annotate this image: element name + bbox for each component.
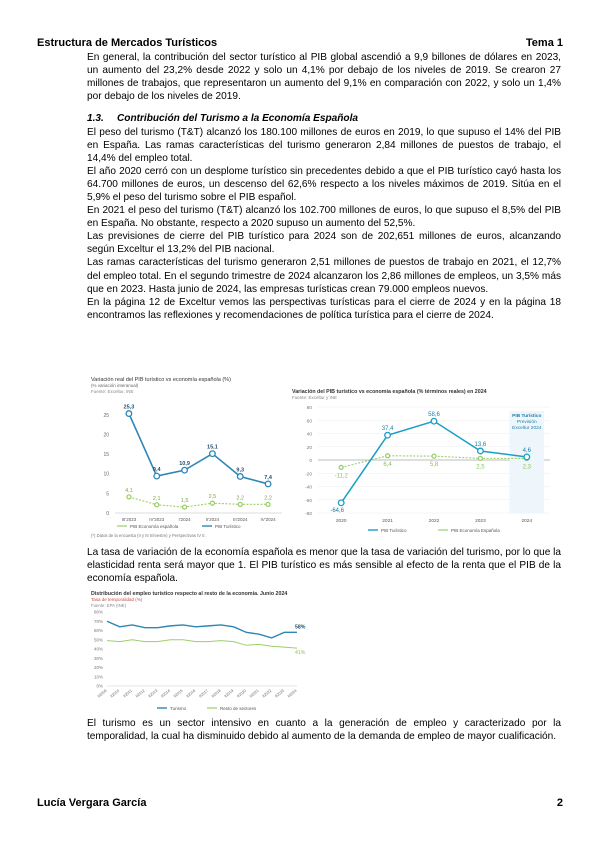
- paragraph: Las ramas características del turismo generaron 2,51 millones de puestos de trabajo en 2021, el 12,7% del empleo total. En el segundo trimestre de 2024 alcanzaron los 2,86 millones de empleos, un 3,5% más que en 2023. Hasta junio de 2024, las empresas turísticas crean 79.000 empleos nuevos.: [87, 257, 561, 295]
- chart-source: Fuente: EPA (INE): [91, 603, 127, 608]
- data-point: [183, 505, 187, 509]
- annual-gdp-chart: [288, 385, 563, 535]
- data-label: 2,5: [208, 494, 217, 501]
- legend-label: PIB Turístico: [381, 528, 407, 533]
- y-tick-label: 15: [103, 452, 109, 459]
- end-label: 41%: [295, 650, 306, 657]
- data-point: [432, 454, 436, 458]
- x-tick-label: III'2024: [232, 517, 248, 522]
- section-body: [87, 126, 561, 322]
- y-tick-label: -60: [305, 498, 312, 504]
- data-point: [265, 481, 271, 487]
- forecast-annotation: PIB Turístico: [512, 414, 542, 419]
- data-label: 15,1: [207, 444, 218, 451]
- y-tick-label: 0%: [96, 683, 103, 689]
- data-point: [155, 503, 159, 507]
- x-tick-label: I'2024: [178, 517, 191, 522]
- x-tick-label: 2023: [475, 519, 486, 524]
- x-tick-label: II2013: [147, 688, 159, 699]
- x-tick-label: II2018: [210, 688, 222, 699]
- data-label: 2,1: [152, 495, 161, 502]
- data-point: [478, 448, 484, 454]
- y-tick-label: 20: [103, 432, 109, 439]
- y-tick-label: 10%: [93, 674, 103, 680]
- data-label: 25,3: [123, 404, 135, 411]
- series-line: [107, 621, 297, 638]
- y-tick-label: 80: [306, 406, 312, 411]
- data-point: [338, 500, 344, 506]
- paragraph: El peso del turismo (T&T) alcanzó los 180.100 millones de euros en 2019, lo que supuso el 14% del PIB en España. Las ramas características del turismo generaron 2,84 millones de puestos de trabajo, el 14,4% del empleo total.: [87, 127, 561, 165]
- data-label: 2,3: [522, 464, 531, 471]
- data-label: 5,8: [429, 462, 439, 469]
- legend-label: PIB Economía española: [130, 524, 179, 529]
- data-label: 58,6: [428, 412, 440, 419]
- x-tick-label: II2021: [248, 688, 260, 699]
- data-label: 9,3: [236, 467, 245, 474]
- elasticity-text: La tasa de variación de la economía española es menor que la tasa de variación del turismo, por lo que la elasticidad renta será mayor que 1. El PIB turístico es más sensible al efecto de la renta que el PIB de la economía española.: [87, 547, 561, 585]
- x-tick-label: II2023: [274, 688, 285, 699]
- y-tick-label: 0: [309, 459, 312, 464]
- data-label: -64,6: [330, 507, 345, 514]
- employment-chart: [87, 588, 307, 713]
- chart-subtitle: (% variación interanual): [91, 383, 139, 388]
- y-tick-label: 5: [106, 491, 109, 498]
- series-line: [129, 497, 268, 507]
- closing-paragraph: [87, 717, 561, 743]
- data-point: [478, 456, 482, 460]
- y-tick-label: 30%: [93, 655, 103, 661]
- data-point: [127, 495, 131, 499]
- data-label: 1,5: [180, 498, 189, 505]
- forecast-annotation: Previsión: [516, 420, 537, 425]
- y-tick-label: -20: [305, 472, 312, 478]
- x-tick-label: II2011: [122, 688, 133, 699]
- chart-title: Variación del PIB turístico vs economía española (% términos reales) en 2024: [292, 389, 487, 395]
- y-tick-label: 60: [306, 419, 312, 425]
- data-label: 4,6: [522, 447, 531, 454]
- data-point: [182, 467, 188, 473]
- legend-label: Resto de sectores: [220, 706, 257, 711]
- y-tick-label: 50%: [93, 637, 103, 643]
- data-label: 2,2: [264, 495, 272, 502]
- page-footer: [37, 797, 563, 811]
- y-tick-label: 10: [103, 471, 109, 478]
- data-label: 2,2: [236, 495, 245, 502]
- y-tick-label: 0: [106, 511, 109, 517]
- x-tick-label: II2014: [160, 688, 171, 699]
- data-point: [238, 502, 242, 506]
- chart-source: Fuente: Exceltur, INE: [91, 389, 134, 394]
- x-tick-label: 2021: [382, 519, 393, 524]
- x-tick-label: IV'2023: [149, 517, 165, 522]
- x-tick-label: 2020: [335, 519, 347, 524]
- data-point: [431, 418, 437, 424]
- data-point: [386, 454, 390, 458]
- chart-title: Distribución del empleo turístico respecto al resto de la economía. Junio 2024: [91, 591, 288, 597]
- legend-label: Turismo: [170, 706, 187, 711]
- y-tick-label: 40%: [93, 646, 103, 652]
- x-tick-label: II2009: [96, 688, 108, 699]
- section-title: Contribución del Turismo a la Economía Española: [117, 113, 358, 124]
- data-point: [385, 432, 391, 438]
- forecast-annotation: Exceltur 2024: [512, 426, 542, 431]
- y-tick-label: -80: [305, 512, 312, 517]
- x-tick-label: II'2024: [205, 517, 220, 522]
- data-label: 6,4: [383, 461, 392, 468]
- section-number: 1.3.: [87, 113, 104, 124]
- paragraph: En 2021 el peso del turismo (T&T) alcanzó los 102.700 millones de euros, lo que supuso el 8,5% del PIB en España. No obstante, respecto a 2020 supuso un aumento del 52,5%.: [87, 205, 561, 230]
- data-point: [154, 473, 160, 479]
- data-label: 9,4: [152, 467, 161, 474]
- y-tick-label: -40: [305, 485, 312, 491]
- y-tick-label: 25: [103, 412, 109, 419]
- chart-note: (*) Datos de la encuesta (II y III trimestre) y Perspectivas IV tr.: [91, 533, 206, 538]
- data-label: 10,9: [179, 461, 190, 468]
- x-tick-label: III'2023: [121, 517, 137, 522]
- intro-paragraph: [87, 51, 561, 103]
- x-tick-label: II2020: [236, 688, 247, 699]
- legend-label: PIB Economía Española: [451, 528, 500, 533]
- elasticity-paragraph: [87, 546, 561, 585]
- footer-author: Lucía Vergara García: [37, 797, 147, 809]
- page-number: 2: [556, 797, 563, 809]
- x-tick-label: 2022: [428, 519, 440, 524]
- data-label: 37,4: [381, 426, 394, 433]
- y-tick-label: 20: [306, 445, 312, 451]
- data-label: -11,2: [334, 473, 348, 480]
- x-tick-label: II2019: [223, 688, 235, 699]
- data-label: 2,5: [476, 464, 485, 471]
- chart-source: Fuente: Exceltur y INE: [292, 395, 338, 400]
- closing-text: El turismo es un sector intensivo en cuanto a la generación de empleo y caracterizado por la temporalidad, la cual ha disminuido debido al aumento de la demanda de empleo de mayor cualificación.: [87, 718, 561, 743]
- data-point: [210, 501, 214, 505]
- series-line: [107, 640, 297, 648]
- end-label: 58%: [295, 624, 306, 631]
- y-tick-label: 20%: [93, 665, 103, 670]
- paragraph: El año 2020 cerró con un desplome turístico sin precedentes debido a que el PIB turístico cayó hasta los 64.700 millones de euros, un descenso del 62,6% respecto a los niveles máximos de 2019. Sitúa en el 5,9% el peso del turismo sobre el PIB español.: [87, 166, 561, 204]
- y-tick-label: 60%: [93, 628, 103, 633]
- y-tick-label: 80%: [93, 609, 103, 615]
- header-topic: Tema 1: [525, 37, 563, 49]
- x-tick-label: II2017: [198, 688, 209, 699]
- data-point: [339, 465, 343, 469]
- data-point: [237, 474, 243, 480]
- paragraph: Las previsiones de cierre del PIB turístico para 2024 son de 202,651 millones de euros, alcanzando según Exceltur el 13,2% del PIB nacional.: [87, 231, 561, 256]
- x-tick-label: IV'2024: [260, 517, 276, 522]
- x-tick-label: II2012: [134, 688, 146, 699]
- data-label: 7,4: [264, 474, 272, 481]
- page-header: [37, 37, 563, 51]
- x-tick-label: II2010: [109, 688, 121, 699]
- y-tick-label: 70%: [93, 618, 103, 624]
- chart-title: Variación real del PIB turístico vs economía española (%): [91, 377, 231, 383]
- legend-label: PIB Turístico: [215, 524, 241, 529]
- x-tick-label: II2015: [172, 688, 184, 699]
- header-subject: Estructura de Mercados Turísticos: [37, 37, 218, 49]
- data-point: [266, 502, 270, 506]
- x-tick-label: II2016: [185, 688, 197, 699]
- data-point: [210, 451, 216, 457]
- data-point: [126, 411, 132, 417]
- data-label: 4,1: [125, 487, 133, 494]
- x-tick-label: II2024: [286, 688, 298, 699]
- x-tick-label: 2024: [521, 519, 533, 524]
- data-point: [524, 454, 530, 460]
- x-tick-label: II2022: [261, 688, 273, 699]
- y-tick-label: 40: [306, 432, 312, 438]
- data-label: 13,6: [474, 441, 487, 448]
- series-line: [129, 414, 268, 484]
- intro-text: En general, la contribución del sector turístico al PIB global ascendió a 9,9 billones de dólares en 2023, un aumento del 23,2% desde 2022 y solo un 4,1% por debajo de los niveles de 2019. Se crearon 27 millones de trabajos, que representaron un aumento del 9,1% en comparación con 2022, y solo un 1,4% por debajo de los niveles de 2019.: [87, 52, 561, 103]
- paragraph: En la página 12 de Exceltur vemos las perspectivas turísticas para el cierre de 2024 y en la página 18 encontramos las reflexiones y recomendaciones de política turística para el cierre de 2024.: [87, 296, 561, 321]
- quarterly-gdp-chart: [87, 373, 287, 543]
- chart-subtitle: Tasa de temporalidad (%): [91, 597, 143, 602]
